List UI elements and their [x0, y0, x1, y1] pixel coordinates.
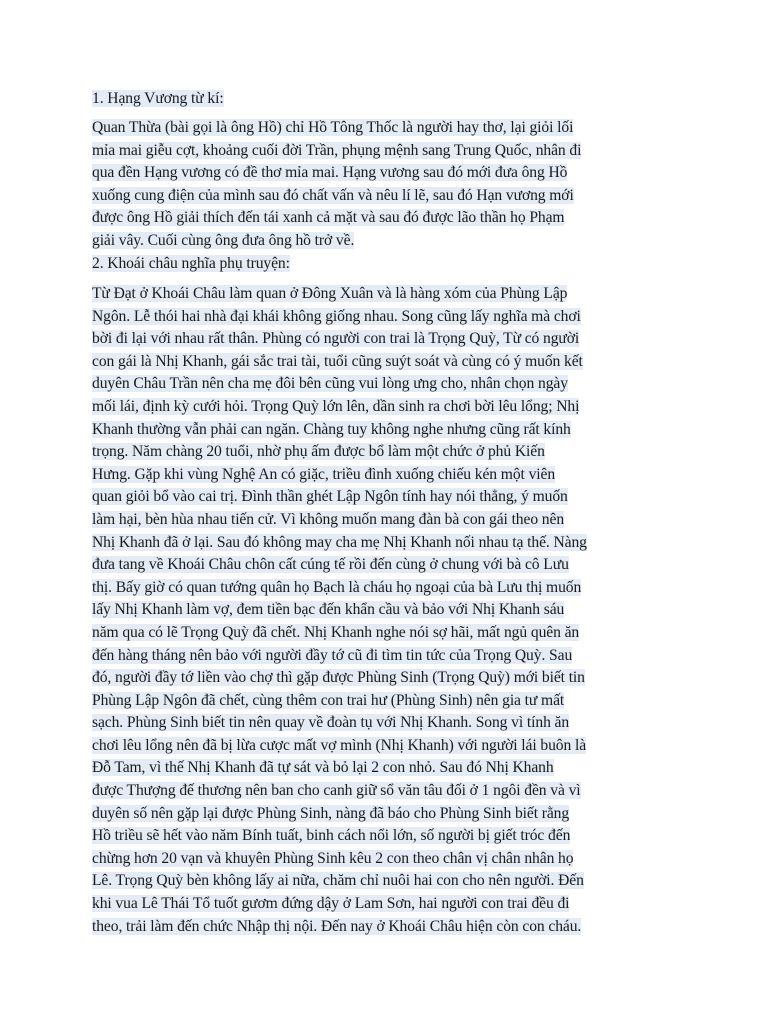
paragraph-line [92, 185, 682, 208]
paragraph-line [92, 441, 682, 464]
line-text: được ông Hồ giải thích đến tái xanh cả mặt và sau đó được lão thần họ Phạm [92, 209, 565, 227]
line-text: Lê. Trọng Quỳ bèn không lấy ai nữa, chăm chỉ nuôi hai con cho nên người. Đến [92, 872, 584, 890]
section-2-heading [92, 253, 682, 276]
paragraph-line [92, 396, 682, 419]
paragraph-line [92, 690, 682, 713]
paragraph-line [92, 351, 682, 374]
line-text: sạch. Phùng Sinh biết tin nên quay về đoàn tụ với Nhị Khanh. Song vì tính ăn [92, 714, 570, 732]
line-text: chừng hơn 20 vạn và khuyên Phùng Sinh kêu 2 con theo chân vị chân nhân họ [92, 849, 574, 867]
section-2-heading-text: 2. Khoái châu nghĩa phụ truyện: [92, 255, 290, 272]
paragraph-line [92, 486, 682, 509]
line-text: lấy Nhị Khanh làm vợ, đem tiền bạc đến khẩn cầu và bảo với Nhị Khanh sáu [92, 601, 565, 619]
section-1-heading [92, 88, 682, 111]
paragraph-line [92, 117, 682, 140]
paragraph-line [92, 419, 682, 442]
paragraph-line [92, 848, 682, 871]
line-text: khi vua Lê Thái Tổ tuốt gươm đứng dậy ở Lam Sơn, hai người con trai đều đi [92, 895, 570, 913]
line-text: giải vây. Cuối cùng ông đưa ông hồ trở về. [92, 231, 355, 249]
paragraph-line [92, 599, 682, 622]
paragraph-line [92, 373, 682, 396]
paragraph-line [92, 870, 682, 893]
paragraph-line [92, 622, 682, 645]
paragraph-line [92, 916, 682, 939]
line-text: năm qua có lẽ Trọng Quỳ đã chết. Nhị Khanh nghe nói sợ hãi, mất ngủ quên ăn [92, 623, 580, 641]
line-text: mỉa mai giễu cợt, khoảng cuối đời Trần, phụng mệnh sang Trung Quốc, nhân đi [92, 141, 582, 159]
paragraph-line [92, 780, 682, 803]
paragraph-line [92, 509, 682, 532]
paragraph-line [92, 825, 682, 848]
paragraph-line [92, 803, 682, 826]
line-text: duyên số nên gặp lại được Phùng Sinh, nàng đã báo cho Phùng Sinh biết rằng [92, 804, 570, 822]
line-text: đưa tang về Khoái Châu chôn cất cúng tế rồi đến cùng ở chung với bà cô Lưu [92, 556, 569, 574]
paragraph-line [92, 645, 682, 668]
paragraph-line [92, 712, 682, 735]
line-text: con gái là Nhị Khanh, gái sắc trai tài, tuổi cũng suýt soát và cùng có ý muốn kết [92, 352, 583, 370]
line-text: Hưng. Gặp khi vùng Nghệ An có giặc, triều đình xuống chiếu kén một viên [92, 465, 556, 483]
line-text: duyên Châu Trần nên cha mẹ đôi bên cũng vui lòng ưng cho, nhân chọn ngày [92, 375, 568, 393]
paragraph-line [92, 532, 682, 555]
line-text: làm hại, bèn hùa nhau tiến cử. Vì không muốn mang đàn bà con gái theo nên [92, 510, 565, 528]
paragraph-line [92, 306, 682, 329]
paragraph-line [92, 667, 682, 690]
section-2-paragraph [92, 283, 682, 938]
line-text: Khanh thường vẫn phải can ngăn. Chàng tuy không nghe nhưng cũng rất kính [92, 420, 571, 438]
line-text: xuống cung điện của mình sau đó chất vấn và nêu lí lẽ, sau đó Hạn vương mới [92, 186, 574, 204]
paragraph-line [92, 328, 682, 351]
paragraph-line [92, 735, 682, 758]
line-text: đó, người đầy tớ liền vào chợ thì gặp được Phùng Sinh (Trọng Quỳ) mới biết tin [92, 669, 585, 687]
line-text: Ngôn. Lễ thói hai nhà đại khái không giống nhau. Song cũng lấy nghĩa mà chơi [92, 307, 581, 325]
line-text: Quan Thừa (bài gọi là ông Hồ) chỉ Hồ Tông Thốc là người hay thơ, lại giỏi lối [92, 119, 574, 136]
line-text: được Thượng đế thương nên ban cho canh giữ sổ văn tâu đối ở 1 ngôi đền và vì [92, 782, 581, 800]
line-text: Từ Đạt ở Khoái Châu làm quan ở Đông Xuân và là hàng xóm của Phùng Lập [92, 285, 568, 302]
line-text: qua đền Hạng vương có đề thơ mỉa mai. Hạng vương sau đó mới đưa ông Hồ [92, 164, 568, 182]
line-text: trọng. Năm chàng 20 tuổi, nhờ phụ ấm được bổ làm một chức ở phủ Kiến [92, 443, 545, 461]
line-text: Đỗ Tam, vì thế Nhị Khanh đã tự sát và bỏ lại 2 con nhỏ. Sau đó Nhị Khanh [92, 759, 554, 777]
paragraph-line [92, 577, 682, 600]
paragraph-line [92, 893, 682, 916]
line-text: bời đi lại với nhau rất thân. Phùng có người con trai là Trọng Quỳ, Từ có người [92, 330, 580, 348]
paragraph-line [92, 162, 682, 185]
paragraph-line [92, 207, 682, 230]
line-text: chơi lêu lổng nên đã bị lừa cược mất vợ mình (Nhị Khanh) với người lái buôn là [92, 736, 587, 754]
paragraph-line [92, 283, 682, 306]
line-text: mối lái, định kỳ cưới hỏi. Trọng Quỳ lớn lên, dần sinh ra chơi bời lêu lổng; Nhị [92, 397, 580, 415]
paragraph-line [92, 554, 682, 577]
line-text: Nhị Khanh đã ở lại. Sau đó không may cha mẹ Nhị Khanh nối nhau tạ thế. Nàng [92, 533, 587, 551]
section-1-heading-text: 1. Hạng Vương từ kí: [92, 90, 224, 107]
line-text: thị. Bấy giờ có quan tướng quân họ Bạch là cháu họ ngoại của bà Lưu thị muốn [92, 578, 582, 596]
paragraph-line [92, 464, 682, 487]
line-text: Hồ triều sẽ hết vào năm Bính tuất, binh cách nổi lớn, số người bị giết tróc đến [92, 827, 571, 845]
line-text: đến hàng tháng nên bảo với người đầy tớ cũ đi tìm tin tức của Trọng Quỳ. Sau [92, 646, 573, 664]
line-text: Phùng Lập Ngôn đã chết, cùng thêm con trai hư (Phùng Sinh) nên gia tư mất [92, 691, 565, 709]
line-text: theo, trải làm đến chức Nhập thị nội. Đến nay ở Khoái Châu hiện còn con cháu. [92, 917, 582, 935]
line-text: quan giỏi bổ vào cai trị. Đình thần ghét Lập Ngôn tính hay nói thẳng, ý muốn [92, 488, 568, 506]
paragraph-line [92, 757, 682, 780]
section-1-paragraph [92, 117, 682, 253]
paragraph-line [92, 230, 682, 253]
paragraph-line [92, 140, 682, 163]
